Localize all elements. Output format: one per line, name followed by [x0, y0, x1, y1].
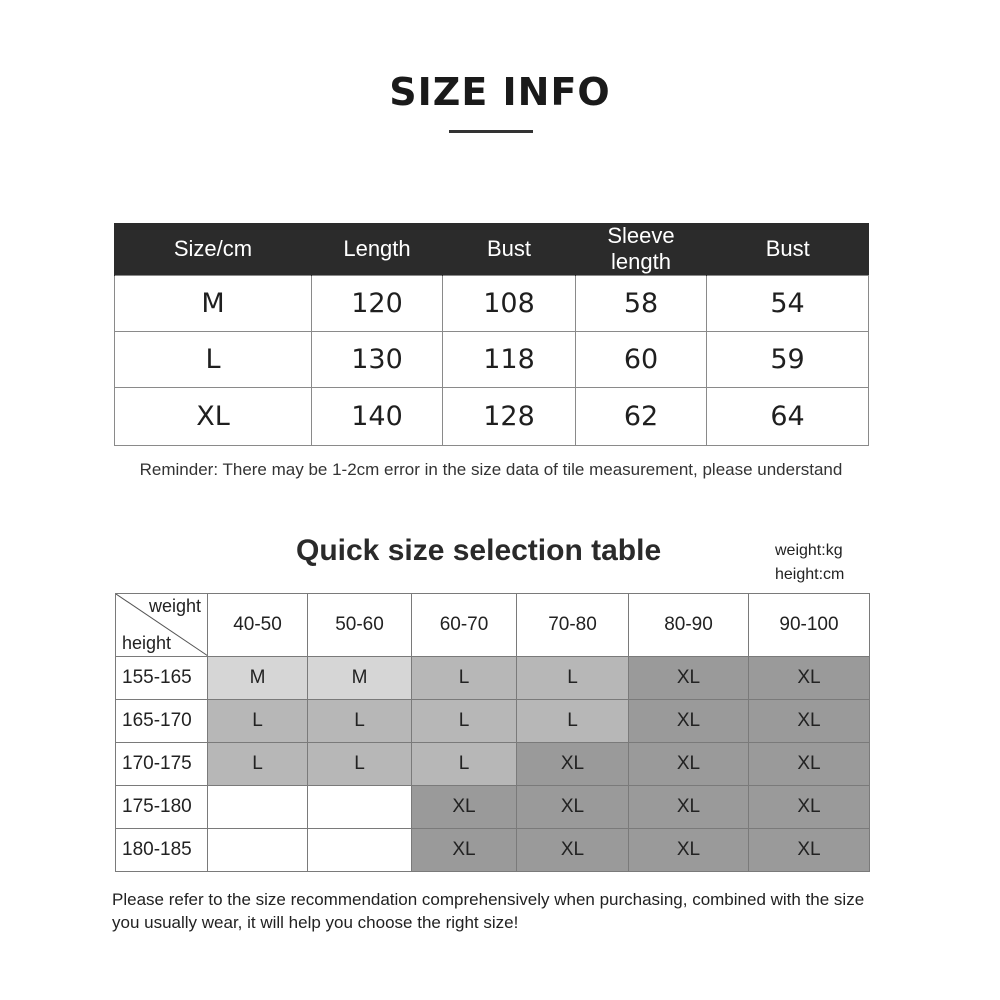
size-recommendation-cell	[208, 786, 308, 829]
corner-height-label: height	[122, 633, 172, 653]
size-recommendation-cell	[308, 829, 412, 872]
quick-size-table	[115, 593, 870, 872]
table-row	[116, 829, 870, 872]
size-recommendation-cell: XL	[629, 829, 749, 872]
header-length: Length	[312, 223, 443, 276]
height-range: 180-185	[116, 829, 208, 872]
size-recommendation-cell: XL	[629, 786, 749, 829]
size-cell: M	[115, 276, 312, 332]
size-recommendation-cell: M	[208, 657, 308, 700]
weight-range: 70-80	[517, 594, 629, 657]
weight-range: 90-100	[749, 594, 870, 657]
table-row	[115, 388, 869, 446]
size-recommendation-cell: L	[517, 657, 629, 700]
height-range: 155-165	[116, 657, 208, 700]
bust-2-cell: 64	[707, 388, 869, 446]
size-recommendation-cell: XL	[629, 700, 749, 743]
weight-range: 80-90	[629, 594, 749, 657]
header-size: Size/cm	[115, 223, 312, 276]
weight-range: 60-70	[412, 594, 517, 657]
size-recommendation-cell: L	[308, 700, 412, 743]
height-range: 165-170	[116, 700, 208, 743]
corner-weight-label: weight	[148, 596, 201, 616]
header-sleeve-line1: Sleeve	[607, 223, 675, 248]
bust-cell: 128	[443, 388, 576, 446]
table-row	[116, 657, 870, 700]
bust-2-cell: 59	[707, 332, 869, 388]
header-bust: Bust	[443, 223, 576, 276]
size-table	[114, 223, 869, 446]
table-row	[116, 700, 870, 743]
size-recommendation-cell: XL	[412, 829, 517, 872]
size-recommendation-cell: M	[308, 657, 412, 700]
size-recommendation-cell: XL	[629, 743, 749, 786]
sleeve-cell: 58	[576, 276, 707, 332]
size-recommendation-cell: L	[412, 743, 517, 786]
size-recommendation-cell: XL	[517, 743, 629, 786]
header-bust-2: Bust	[707, 223, 869, 276]
size-recommendation-cell: XL	[749, 657, 870, 700]
size-recommendation-cell: L	[208, 700, 308, 743]
units-legend	[775, 539, 844, 587]
size-recommendation-cell	[208, 829, 308, 872]
length-cell: 140	[312, 388, 443, 446]
size-recommendation-cell: XL	[749, 700, 870, 743]
size-recommendation-cell: L	[208, 743, 308, 786]
weight-range: 50-60	[308, 594, 412, 657]
size-recommendation-cell: XL	[517, 829, 629, 872]
corner-cell	[116, 594, 208, 657]
bust-cell: 108	[443, 276, 576, 332]
header-sleeve-length	[576, 223, 707, 276]
size-recommendation-cell: L	[308, 743, 412, 786]
size-recommendation-cell: L	[412, 657, 517, 700]
size-recommendation-cell	[308, 786, 412, 829]
weight-range: 40-50	[208, 594, 308, 657]
reminder-note: Reminder: There may be 1-2cm error in the size data of tile measurement, please understand	[139, 460, 843, 479]
quick-table-header	[116, 594, 870, 657]
table-row	[115, 332, 869, 388]
unit-weight: weight:kg	[775, 542, 843, 559]
unit-height: height:cm	[775, 566, 845, 583]
size-recommendation-cell: XL	[517, 786, 629, 829]
size-recommendation-cell: XL	[412, 786, 517, 829]
size-cell: L	[115, 332, 312, 388]
page-title: SIZE INFO	[389, 70, 611, 114]
size-recommendation-cell: XL	[629, 657, 749, 700]
bust-cell: 118	[443, 332, 576, 388]
sleeve-cell: 60	[576, 332, 707, 388]
size-recommendation-cell: XL	[749, 743, 870, 786]
table-row	[116, 743, 870, 786]
size-recommendation-cell: L	[412, 700, 517, 743]
quick-table-title: Quick size selection table	[296, 534, 662, 567]
table-row	[116, 786, 870, 829]
size-recommendation-cell: XL	[749, 786, 870, 829]
length-cell: 130	[312, 332, 443, 388]
height-range: 170-175	[116, 743, 208, 786]
bust-2-cell: 54	[707, 276, 869, 332]
size-recommendation-cell: L	[517, 700, 629, 743]
size-recommendation-cell: XL	[749, 829, 870, 872]
length-cell: 120	[312, 276, 443, 332]
table-row	[115, 276, 869, 332]
title-underline	[449, 130, 533, 133]
footer-note: Please refer to the size recommendation comprehensively when purchasing, combined with the size you usually wear, it will help you choose the right size!	[112, 890, 865, 932]
sleeve-cell: 62	[576, 388, 707, 446]
size-cell: XL	[115, 388, 312, 446]
header-sleeve-line2: length	[611, 249, 671, 274]
height-range: 175-180	[116, 786, 208, 829]
size-table-header	[115, 223, 869, 276]
